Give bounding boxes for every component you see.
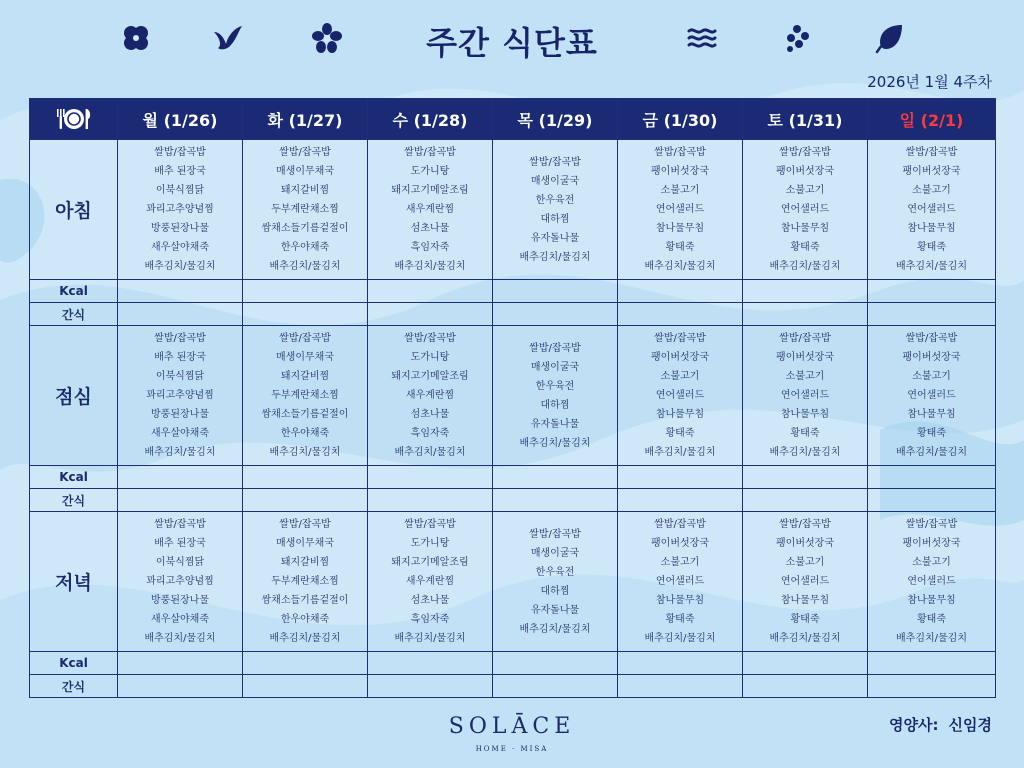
menu-item: 소불고기 <box>912 371 951 382</box>
menu-item: 연어샐러드 <box>780 576 830 587</box>
kcal-cell <box>868 466 996 489</box>
menu-item-list <box>743 143 867 276</box>
snack-cell <box>243 303 368 326</box>
menu-item: 황태죽 <box>917 428 946 439</box>
menu-cell <box>493 140 618 280</box>
menu-item: 황태죽 <box>917 242 946 253</box>
menu-item: 돼지갈비찜 <box>280 185 330 196</box>
nutritionist-name: 신임경 <box>948 716 992 734</box>
menu-item: 참나물무침 <box>780 223 830 234</box>
menu-item: 배추김치/물김치 <box>644 447 716 458</box>
menu-item: 연어샐러드 <box>780 390 830 401</box>
menu-item: 배추김치/물김치 <box>644 261 716 272</box>
menu-item: 쌀밥/잡곡밥 <box>529 156 581 168</box>
menu-item-list <box>743 515 867 648</box>
menu-item: 연어샐러드 <box>780 204 830 215</box>
kcal-cell <box>493 280 618 303</box>
menu-item: 흑임자죽 <box>410 242 450 253</box>
menu-item: 돼지갈비찜 <box>280 557 330 568</box>
menu-item: 섬초나물 <box>410 595 450 606</box>
menu-item-list <box>368 329 492 462</box>
meal-label: 점심 <box>30 326 118 466</box>
day-header-sunday: 일 (2/1) <box>868 99 996 140</box>
menu-item: 참나물무침 <box>907 595 956 606</box>
snack-cell <box>118 489 243 512</box>
menu-item: 배추김치/물김치 <box>144 633 216 644</box>
menu-cell <box>118 140 243 280</box>
cutlery-plate-icon <box>54 106 94 132</box>
menu-item: 쌀밥/잡곡밥 <box>529 342 581 354</box>
menu-item-list <box>368 143 492 276</box>
menu-item: 쌀밥/잡곡밥 <box>779 147 831 158</box>
menu-item: 유자돌나물 <box>530 418 580 430</box>
menu-item: 두부계란채소찜 <box>271 204 339 215</box>
menu-item: 소불고기 <box>785 371 825 382</box>
menu-item: 유자돌나물 <box>530 604 580 616</box>
menu-item: 유자돌나물 <box>530 232 580 244</box>
menu-item: 참나물무침 <box>655 595 705 606</box>
menu-item: 배추김치/물김치 <box>519 623 591 635</box>
menu-item: 배추김치/물김치 <box>644 633 716 644</box>
menu-item: 대하찜 <box>540 213 570 225</box>
kcal-cell <box>493 652 618 675</box>
kcal-cell <box>618 652 743 675</box>
menu-item: 쌀밥/잡곡밥 <box>779 333 831 344</box>
menu-item: 배추김치/물김치 <box>896 447 967 458</box>
menu-item: 배추김치/물김치 <box>896 261 967 272</box>
menu-item: 연어샐러드 <box>655 390 705 401</box>
menu-item: 황태죽 <box>790 428 820 439</box>
menu-item: 쌀밥/잡곡밥 <box>154 519 206 530</box>
kcal-cell <box>118 280 243 303</box>
menu-item: 소불고기 <box>660 557 700 568</box>
kcal-cell <box>368 280 493 303</box>
kcal-cell <box>618 280 743 303</box>
menu-item: 황태죽 <box>790 614 820 625</box>
menu-cell <box>368 326 493 466</box>
menu-item: 방풍된장나물 <box>151 223 209 234</box>
menu-item: 흑임자죽 <box>410 614 450 625</box>
snack-cell <box>493 303 618 326</box>
menu-cell <box>868 326 996 466</box>
snack-label: 간식 <box>30 675 118 698</box>
kcal-cell <box>618 466 743 489</box>
menu-item-list <box>868 329 995 462</box>
menu-item: 돼지고기메알조림 <box>391 185 469 196</box>
snack-cell <box>118 303 243 326</box>
menu-item: 참나물무침 <box>655 409 705 420</box>
menu-item: 새우살야채죽 <box>151 614 209 625</box>
menu-cell <box>368 512 493 652</box>
menu-cell <box>743 140 868 280</box>
day-header: 금 (1/30) <box>618 99 743 140</box>
kcal-row <box>30 652 996 675</box>
menu-item-list <box>243 515 367 648</box>
menu-item: 쌀밥/잡곡밥 <box>905 519 958 530</box>
menu-item: 쌀밥/잡곡밥 <box>154 333 206 344</box>
kcal-cell <box>743 466 868 489</box>
menu-item: 매생이무채국 <box>276 166 334 177</box>
menu-item: 돼지갈비찜 <box>280 371 330 382</box>
menu-item: 흑임자죽 <box>410 428 450 439</box>
menu-cell <box>618 512 743 652</box>
kcal-cell <box>368 466 493 489</box>
snack-cell <box>743 489 868 512</box>
snack-cell <box>368 303 493 326</box>
day-header: 수 (1/28) <box>368 99 493 140</box>
menu-item: 황태죽 <box>665 242 695 253</box>
menu-item: 배추김치/물김치 <box>519 251 591 263</box>
menu-item: 한우야채죽 <box>280 242 330 253</box>
snack-cell <box>743 675 868 698</box>
menu-cell <box>118 326 243 466</box>
menu-item-list <box>868 143 995 276</box>
menu-body <box>30 140 996 698</box>
menu-item: 섬초나물 <box>410 223 450 234</box>
meal-row <box>30 326 996 466</box>
menu-item: 팽이버섯장국 <box>902 352 961 363</box>
menu-item: 새우살야채죽 <box>151 242 209 253</box>
menu-item: 배추김치/물김치 <box>769 261 841 272</box>
menu-item: 참나물무침 <box>907 223 956 234</box>
menu-item: 한우야채죽 <box>280 428 330 439</box>
menu-item: 이북식찜닭 <box>155 185 205 196</box>
snack-cell <box>493 675 618 698</box>
menu-item: 방풍된장나물 <box>151 595 209 606</box>
kcal-cell <box>743 652 868 675</box>
menu-item: 팽이버섯장국 <box>651 538 709 549</box>
weekly-menu-table <box>29 98 996 698</box>
menu-item: 팽이버섯장국 <box>902 166 961 177</box>
menu-item: 연어샐러드 <box>907 204 956 215</box>
menu-item: 연어샐러드 <box>655 576 705 587</box>
menu-item: 돼지고기메알조림 <box>391 557 469 568</box>
kcal-row <box>30 466 996 489</box>
menu-item: 배추김치/물김치 <box>394 633 466 644</box>
snack-cell <box>618 675 743 698</box>
menu-item: 쌀밥/잡곡밥 <box>404 333 456 344</box>
menu-item-list <box>493 525 617 639</box>
menu-cell <box>743 326 868 466</box>
menu-item-list <box>743 329 867 462</box>
snack-cell <box>618 303 743 326</box>
menu-item: 이북식찜닭 <box>155 371 205 382</box>
menu-item: 도가니탕 <box>410 352 450 363</box>
menu-item: 쌀밥/잡곡밥 <box>905 333 958 344</box>
menu-item-list <box>493 153 617 267</box>
menu-cell <box>618 140 743 280</box>
kcal-cell <box>743 280 868 303</box>
snack-cell <box>868 489 996 512</box>
menu-cell <box>118 512 243 652</box>
menu-item-list <box>118 515 242 648</box>
snack-label: 간식 <box>30 303 118 326</box>
menu-item: 꽈리고추양념찜 <box>146 576 214 587</box>
page-title: 주간 식단표 <box>426 24 598 62</box>
menu-item-list <box>118 329 242 462</box>
kcal-cell <box>368 652 493 675</box>
menu-item: 연어샐러드 <box>907 576 956 587</box>
day-header: 화 (1/27) <box>243 99 368 140</box>
menu-cell <box>493 326 618 466</box>
brand-subtitle: HOME · MISA <box>475 745 549 753</box>
menu-item: 새우계란찜 <box>405 390 455 401</box>
meal-row <box>30 512 996 652</box>
menu-item: 한우육전 <box>535 194 575 206</box>
menu-item: 쌈채소들기름겉절이 <box>261 409 349 420</box>
menu-item: 참나물무침 <box>907 409 956 420</box>
menu-item: 참나물무침 <box>780 595 830 606</box>
meal-row <box>30 140 996 280</box>
kcal-label: Kcal <box>30 652 118 675</box>
snack-cell <box>243 675 368 698</box>
menu-item: 배추김치/물김치 <box>269 261 341 272</box>
menu-item: 배추김치/물김치 <box>144 261 216 272</box>
menu-item: 팽이버섯장국 <box>902 538 961 549</box>
menu-item: 배추 된장국 <box>154 166 206 177</box>
menu-item: 소불고기 <box>660 185 700 196</box>
day-header: 토 (1/31) <box>743 99 868 140</box>
menu-item: 배추김치/물김치 <box>896 633 967 644</box>
menu-item: 꽈리고추양념찜 <box>146 390 214 401</box>
menu-item-list <box>118 143 242 276</box>
menu-item: 팽이버섯장국 <box>776 166 834 177</box>
menu-item: 매생이무채국 <box>276 352 334 363</box>
snack-cell <box>743 303 868 326</box>
day-header: 목 (1/29) <box>493 99 618 140</box>
snack-label: 간식 <box>30 489 118 512</box>
snack-cell <box>868 303 996 326</box>
menu-item: 대하찜 <box>540 399 570 411</box>
menu-item: 한우육전 <box>535 566 575 578</box>
menu-item: 배추 된장국 <box>154 538 206 549</box>
menu-item: 배추김치/물김치 <box>769 633 841 644</box>
menu-cell <box>743 512 868 652</box>
menu-item-list <box>618 329 742 462</box>
nutritionist-label: 영양사: <box>889 716 939 734</box>
menu-item: 돼지고기메알조림 <box>391 371 469 382</box>
menu-item: 쌀밥/잡곡밥 <box>654 147 706 158</box>
menu-item: 배추 된장국 <box>154 352 206 363</box>
menu-item: 배추김치/물김치 <box>144 447 216 458</box>
menu-item: 팽이버섯장국 <box>776 538 834 549</box>
menu-item: 팽이버섯장국 <box>651 166 709 177</box>
menu-item: 쌀밥/잡곡밥 <box>529 528 581 540</box>
menu-item: 두부계란채소찜 <box>271 390 339 401</box>
kcal-cell <box>243 466 368 489</box>
menu-cell <box>243 326 368 466</box>
kcal-cell <box>868 280 996 303</box>
menu-item: 배추김치/물김치 <box>769 447 841 458</box>
menu-item-list <box>618 515 742 648</box>
snack-row <box>30 303 996 326</box>
menu-item: 새우계란찜 <box>405 576 455 587</box>
menu-item: 쌀밥/잡곡밥 <box>154 147 206 158</box>
kcal-label: Kcal <box>30 466 118 489</box>
brand-logo: SOLĀCE <box>448 714 576 739</box>
menu-item: 쌈채소들기름겉절이 <box>261 223 349 234</box>
menu-item-list <box>868 515 995 648</box>
menu-item: 참나물무침 <box>655 223 705 234</box>
snack-row <box>30 675 996 698</box>
menu-item: 쌀밥/잡곡밥 <box>279 333 331 344</box>
menu-item: 이북식찜닭 <box>155 557 205 568</box>
snack-cell <box>868 675 996 698</box>
snack-cell <box>118 675 243 698</box>
kcal-cell <box>493 466 618 489</box>
menu-item: 연어샐러드 <box>907 390 956 401</box>
menu-item: 쌀밥/잡곡밥 <box>404 147 456 158</box>
week-label: 2026년 1월 4주차 <box>867 73 992 91</box>
kcal-cell <box>868 652 996 675</box>
menu-item: 쌀밥/잡곡밥 <box>654 333 706 344</box>
menu-cell <box>868 512 996 652</box>
menu-item: 소불고기 <box>912 557 951 568</box>
menu-item: 소불고기 <box>912 185 951 196</box>
menu-item: 쌀밥/잡곡밥 <box>279 147 331 158</box>
menu-item: 쌈채소들기름겉절이 <box>261 595 349 606</box>
kcal-cell <box>243 280 368 303</box>
menu-item: 배추김치/물김치 <box>394 261 466 272</box>
menu-item: 소불고기 <box>660 371 700 382</box>
menu-item: 쌀밥/잡곡밥 <box>654 519 706 530</box>
kcal-cell <box>118 466 243 489</box>
menu-item: 팽이버섯장국 <box>651 352 709 363</box>
kcal-cell <box>243 652 368 675</box>
kcal-cell <box>118 652 243 675</box>
snack-cell <box>368 675 493 698</box>
day-header-row <box>30 99 996 140</box>
menu-item-list <box>243 329 367 462</box>
nutritionist-credit <box>889 714 992 735</box>
menu-item-list <box>368 515 492 648</box>
menu-item: 참나물무침 <box>780 409 830 420</box>
menu-item: 도가니탕 <box>410 538 450 549</box>
menu-item: 황태죽 <box>917 614 946 625</box>
menu-item: 소불고기 <box>785 557 825 568</box>
menu-item: 섬초나물 <box>410 409 450 420</box>
menu-item: 매생이무채국 <box>276 538 334 549</box>
meal-label: 아침 <box>30 140 118 280</box>
menu-item: 꽈리고추양념찜 <box>146 204 214 215</box>
menu-item: 한우야채죽 <box>280 614 330 625</box>
menu-item-list <box>618 143 742 276</box>
menu-item: 새우계란찜 <box>405 204 455 215</box>
menu-cell <box>368 140 493 280</box>
menu-item: 연어샐러드 <box>655 204 705 215</box>
snack-cell <box>618 489 743 512</box>
menu-item: 황태죽 <box>790 242 820 253</box>
snack-row <box>30 489 996 512</box>
menu-item: 황태죽 <box>665 428 695 439</box>
menu-item: 도가니탕 <box>410 166 450 177</box>
menu-item: 한우육전 <box>535 380 575 392</box>
table-corner <box>30 99 118 140</box>
menu-item: 쌀밥/잡곡밥 <box>905 147 958 158</box>
menu-item: 방풍된장나물 <box>151 409 209 420</box>
menu-item: 쌀밥/잡곡밥 <box>779 519 831 530</box>
menu-item: 매생이굴국 <box>530 547 580 559</box>
menu-cell <box>243 512 368 652</box>
menu-item: 쌀밥/잡곡밥 <box>404 519 456 530</box>
menu-cell <box>618 326 743 466</box>
snack-cell <box>493 489 618 512</box>
menu-item: 황태죽 <box>665 614 695 625</box>
kcal-row <box>30 280 996 303</box>
menu-item: 새우살야채죽 <box>151 428 209 439</box>
menu-item-list <box>243 143 367 276</box>
menu-item: 두부계란채소찜 <box>271 576 339 587</box>
meal-label: 저녁 <box>30 512 118 652</box>
menu-item: 매생이굴국 <box>530 175 580 187</box>
menu-item: 소불고기 <box>785 185 825 196</box>
menu-item: 쌀밥/잡곡밥 <box>279 519 331 530</box>
menu-item: 대하찜 <box>540 585 570 597</box>
snack-cell <box>368 489 493 512</box>
menu-item: 매생이굴국 <box>530 361 580 373</box>
menu-cell <box>243 140 368 280</box>
menu-cell <box>868 140 996 280</box>
menu-item: 배추김치/물김치 <box>519 437 591 449</box>
snack-cell <box>243 489 368 512</box>
menu-item: 배추김치/물김치 <box>394 447 466 458</box>
menu-item: 배추김치/물김치 <box>269 447 341 458</box>
day-header: 월 (1/26) <box>118 99 243 140</box>
kcal-label: Kcal <box>30 280 118 303</box>
menu-item: 배추김치/물김치 <box>269 633 341 644</box>
menu-item: 팽이버섯장국 <box>776 352 834 363</box>
menu-cell <box>493 512 618 652</box>
menu-item-list <box>493 339 617 453</box>
